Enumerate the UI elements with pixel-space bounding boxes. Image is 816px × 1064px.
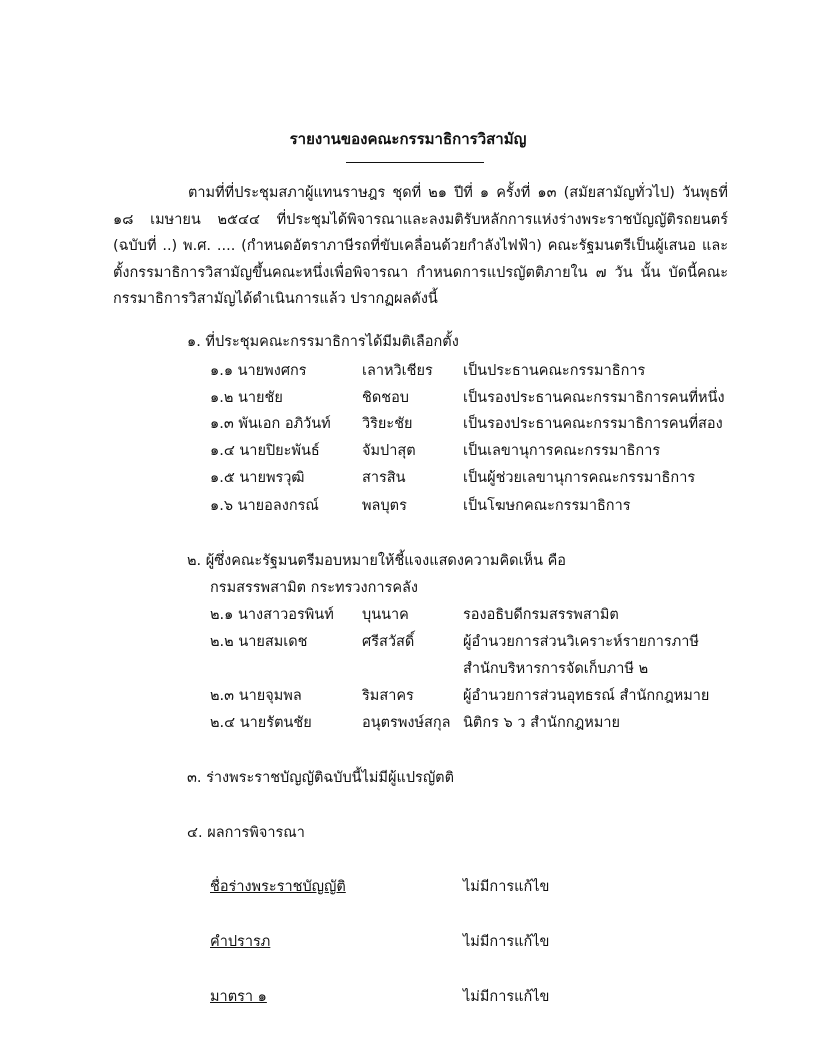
- s2-row1-role: รองอธิบดีกรมสรรพสามิต: [463, 607, 619, 623]
- s4-item1-result: ไม่มีการแก้ไข: [463, 879, 550, 895]
- s2-row4-name: ๒.๔ นายรัตนชัย: [210, 715, 312, 731]
- section4-heading: ๔. ผลการพิจารณา: [187, 825, 305, 841]
- s2-row3-role: ผู้อำนวยการส่วนอุทธรณ์ สำนักกฎหมาย: [463, 688, 710, 704]
- s1-row6-surname: พลบุตร: [362, 498, 407, 514]
- s4-item3-result: ไม่มีการแก้ไข: [463, 989, 550, 1005]
- s1-row2-surname: ชิดชอบ: [362, 390, 410, 406]
- s1-row2-role: เป็นรองประธานคณะกรรมาธิการคนที่หนึ่ง: [463, 390, 725, 406]
- s2-row2-role-continued: สำนักบริหารการจัดเก็บภาษี ๒: [463, 661, 649, 677]
- title-underline: [346, 162, 484, 163]
- section1-heading: ๑. ที่ประชุมคณะกรรมาธิการได้มีมติเลือกตั้ง: [187, 334, 459, 350]
- s4-item2-result: ไม่มีการแก้ไข: [463, 934, 550, 950]
- s2-row3-surname: ริมสาคร: [362, 688, 414, 704]
- s2-row4-role: นิติกร ๖ ว สำนักกฎหมาย: [463, 715, 621, 731]
- s1-row4-surname: จัมปาสุต: [362, 443, 416, 459]
- s2-row3-name: ๒.๓ นายจุมพล: [210, 688, 302, 704]
- s1-row6-role: เป็นโฆษกคณะกรรมาธิการ: [463, 498, 631, 514]
- s1-row2-name: ๑.๒ นายชัย: [210, 390, 283, 406]
- s1-row1-name: ๑.๑ นายพงศกร: [210, 363, 307, 379]
- s2-row1-surname: บุนนาค: [362, 607, 409, 623]
- section2-department: กรมสรรพสามิต กระทรวงการคลัง: [210, 580, 418, 596]
- s1-row1-role: เป็นประธานคณะกรรมาธิการ: [463, 363, 646, 379]
- s1-row4-role: เป็นเลขานุการคณะกรรมาธิการ: [463, 443, 661, 459]
- s2-row1-name: ๒.๑ นางสาวอรพินท์: [210, 607, 334, 623]
- s1-row3-role: เป็นรองประธานคณะกรรมาธิการคนที่สอง: [463, 416, 723, 432]
- s1-row3-name: ๑.๓ พันเอก อภิวันท์: [210, 416, 331, 432]
- s2-row2-surname: ศรีสวัสดิ์: [362, 634, 415, 650]
- s4-item2-label: คำปรารภ: [210, 934, 271, 950]
- intro-paragraph: [113, 180, 728, 313]
- s1-row6-name: ๑.๖ นายอลงกรณ์: [210, 498, 319, 514]
- s1-row4-name: ๑.๔ นายปิยะพันธ์: [210, 443, 320, 459]
- s2-row4-surname: อนุตรพงษ์สกุล: [362, 715, 451, 731]
- s4-item3-label: มาตรา ๑: [210, 989, 267, 1005]
- s2-row2-role: ผู้อำนวยการส่วนวิเคราะห์รายการภาษี: [463, 634, 699, 650]
- s1-row5-name: ๑.๕ นายพรวุฒิ: [210, 470, 305, 486]
- s1-row5-role: เป็นผู้ช่วยเลขานุการคณะกรรมาธิการ: [463, 470, 696, 486]
- intro-text: ตามที่ที่ประชุมสภาผู้แทนราษฎร ชุดที่ ๒๑ ปีที่ ๑ ครั้งที่ ๑๓ (สมัยสามัญทั่วไป) วันพุธที่ ๑๘ เมษายน ๒๕๔๔ ที่ประชุมได้พิจารณาและลงมติรับหลักการแห่งร่างพระราชบัญญัติรถยนตร์ (ฉบับที่ ..) พ.ศ. .... (กำหนดอัตราภาษีรถที่ขับเคลื่อนด้วยกำลังไฟฟ้า) คณะรัฐมนตรีเป็นผู้เสนอ และตั้งกรรมาธิการวิสามัญขึ้นคณะหนึ่งเพื่อพิจารณา กำหนดการแปรญัตติภายใน ๗ วัน นั้น บัดนี้คณะกรรมาธิการวิสามัญได้ดำเนินการแล้ว ปรากฏผลดังนี้: [113, 185, 728, 307]
- s1-row3-surname: วิริยะชัย: [362, 416, 413, 432]
- s2-row2-name: ๒.๒ นายสมเดช: [210, 634, 308, 650]
- s1-row5-surname: สารสิน: [362, 470, 406, 486]
- s1-row1-surname: เลาหวิเชียร: [362, 363, 433, 379]
- section2-heading: ๒. ผู้ซึ่งคณะรัฐมนตรีมอบหมายให้ชี้แจงแสดงความคิดเห็น คือ: [187, 553, 567, 569]
- section3-heading: ๓. ร่างพระราชบัญญัติฉบับนี้ไม่มีผู้แปรญัตติ: [187, 770, 455, 786]
- s4-item1-label: ชื่อร่างพระราชบัญญัติ: [210, 879, 346, 895]
- page-title: รายงานของคณะกรรมาธิการวิสามัญ: [289, 130, 527, 148]
